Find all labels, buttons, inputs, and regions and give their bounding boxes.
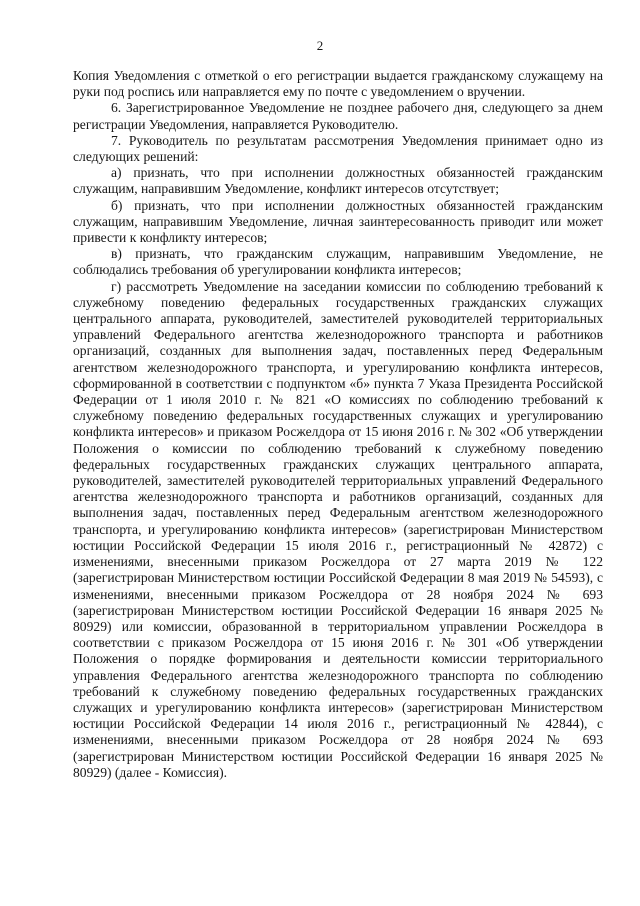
paragraph-delivery-copy: Копия Уведомления с отметкой о его регистрации выдается гражданскому служащему на руки под роспись или направляется ему по почте с уведомлением о вручении.	[73, 68, 603, 100]
paragraph-item-7a: а) признать, что при исполнении должностных обязанностей гражданским служащим, направившим Уведомление, конфликт интересов отсутствует;	[73, 165, 603, 197]
paragraph-item-7: 7. Руководитель по результатам рассмотрения Уведомления принимает одно из следующих решений:	[73, 132, 603, 165]
document-body	[73, 68, 603, 781]
paragraph-item-7b: б) признать, что при исполнении должностных обязанностей гражданским служащим, направившим Уведомление, личная заинтересованность приводит или может привести к конфликту интересов;	[73, 197, 603, 246]
page-number: 2	[316, 38, 324, 53]
paragraph-item-7v: в) признать, что гражданским служащим, направившим Уведомление, не соблюдались требования об урегулировании конфликта интересов;	[73, 246, 603, 278]
paragraph-item-7g: г) рассмотреть Уведомление на заседании комиссии по соблюдению требований к служебному поведению федеральных государственных гражданских служащих центрального аппарата, руководителей, заместителей руководителей территориальных управлений Федерального агентства железнодорожного транспорта и работников организаций, созданных для выполнения задач, поставленных перед Федеральным агентством железнодорожного транспорта, и урегулированию конфликта интересов, сформированной в соответствии с подпунктом «б» пункта 7 Указа Президента Российской Федерации от 1 июля 2010 г. № 821 «О комиссиях по соблюдению требований к служебному поведению федеральных государственных служащих и урегулированию конфликта интересов» и приказом Росжелдора от 15 июня 2016 г. № 302 «Об утверждении Положения о комиссии по соблюдению требований к служебному поведению федеральных государственных гражданских служащих центрального аппарата, руководителей, заместителей руководителей территориальных управлений Федерального агентства железнодорожного транспорта и работников организаций, созданных для выполнения задач, поставленных перед Федеральным агентством железнодорожного транспорта, и урегулированию конфликта интересов» (зарегистрирован Министерством юстиции Российской Федерации 15 июля 2016 г., регистрационный № 42872) с изменениями, внесенными приказом Росжелдора от 27 марта 2019 № 122 (зарегистрирован Министерством юстиции Российской Федерации 8 мая 2019 № 54593), с изменениями, внесенными приказом Росжелдора от 28 ноября 2024 № 693 (зарегистрирован Министерством юстиции Российской Федерации 16 января 2025 № 80929) или комиссии, образованной в территориальном управлении Росжелдора в соответствии с приказом Росжелдора от 15 июня 2016 г. № 301 «Об утверждении Положения о порядке формирования и деятельности комиссии территориального управления Федерального агентства железнодорожного транспорта по соблюдению требований к служебному поведению федеральных государственных гражданских служащих и урегулированию конфликта интересов» (зарегистрирован Министерством юстиции Российской Федерации 14 июля 2016 г., регистрационный № 42844), с изменениями, внесенными приказом Росжелдора от 28 ноября 2024 № 693 (зарегистрирован Министерством юстиции Российской Федерации 16 января 2025 № 80929) (далее - Комиссия).	[73, 278, 603, 780]
paragraph-item-6: 6. Зарегистрированное Уведомление не позднее рабочего дня, следующего за днем регистрации Уведомления, направляется Руководителю.	[73, 100, 603, 132]
